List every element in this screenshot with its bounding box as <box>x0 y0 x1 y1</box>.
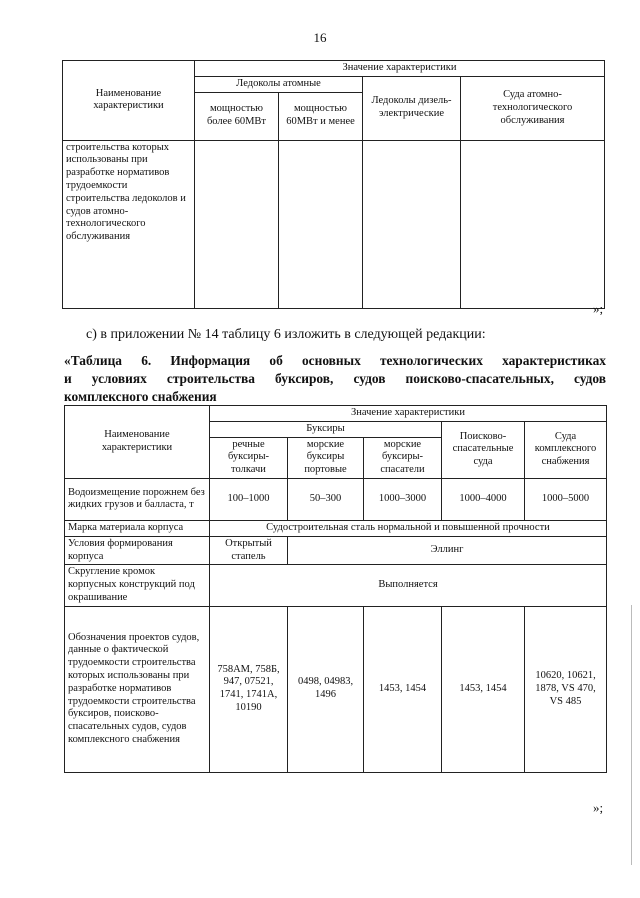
table-6 <box>64 405 607 773</box>
header-value: Значение характеристики <box>210 406 607 422</box>
cell-value: 1453, 1454 <box>364 606 442 772</box>
header-name: Наименование характеристики <box>63 61 195 141</box>
header-tugs: Буксиры <box>210 421 442 437</box>
closing-quote-1: »; <box>593 301 604 316</box>
header-icebreakers-atomic: Ледоколы атомные <box>195 76 363 92</box>
cell-merged: Эллинг <box>288 536 607 565</box>
cell-value: 10620, 10621, 1878, VS 470, VS 485 <box>525 606 607 772</box>
header-icebreakers-diesel: Ледоколы дизель-электрические <box>363 76 461 140</box>
cell-value: 1453, 1454 <box>442 606 525 772</box>
row-name: Условия формирования корпуса <box>65 536 210 565</box>
row-name-projects: строительства которых использованы при разработке нормативов трудоемкости строительства ледоколов и судов атомно-технологического обслуживания <box>63 140 195 308</box>
table-row <box>65 478 607 520</box>
table-icebreakers-continuation <box>62 60 605 309</box>
header-name: Наименование характеристики <box>65 406 210 479</box>
table6-title-line-3: комплексного снабжения <box>64 388 217 404</box>
header-value: Значение характеристики <box>195 61 605 77</box>
table-row <box>65 565 607 606</box>
header-power-60-less: мощностью 60МВт и менее <box>279 92 363 140</box>
scan-edge-line <box>631 605 632 865</box>
cell-value: 758АМ, 758Б, 947, 07521, 1741, 1741А, 10190 <box>210 606 288 772</box>
table6-title-line-2: и условиях строительства буксиров, судов поисково-спасательных, судов <box>64 370 606 386</box>
cell-empty <box>195 140 279 308</box>
header-search-rescue: Поисково-спасательные суда <box>442 421 525 478</box>
row-name: Обозначения проектов судов, данные о фактической трудоемкости строительства которых использованы при разработке нормативов трудоемкости строительства буксиров, поисково-спасательных судов, судов комплексного снабжения <box>65 606 210 772</box>
cell-empty <box>461 140 605 308</box>
cell-merged: Судостроительная сталь нормальной и повышенной прочности <box>210 520 607 536</box>
cell-empty <box>363 140 461 308</box>
header-power-over-60: мощностью более 60МВт <box>195 92 279 140</box>
cell-value: 50–300 <box>288 478 364 520</box>
cell-value: 0498, 04983, 1496 <box>288 606 364 772</box>
table-row <box>65 536 607 565</box>
cell-value: 100–1000 <box>210 478 288 520</box>
cell-empty <box>279 140 363 308</box>
header-sea-rescue-tugs: морские буксиры-спасатели <box>364 437 442 478</box>
page-number: 16 <box>313 30 327 45</box>
row-name: Марка материала корпуса <box>65 520 210 536</box>
cell-value: 1000–4000 <box>442 478 525 520</box>
header-supply: Суда комплексного снабжения <box>525 421 607 478</box>
cell-value: Открытый стапель <box>210 536 288 565</box>
cell-merged: Выполняется <box>210 565 607 606</box>
cell-value: 1000–3000 <box>364 478 442 520</box>
row-name: Скругление кромок корпусных конструкций под окрашивание <box>65 565 210 606</box>
header-sea-port-tugs: морские буксиры портовые <box>288 437 364 478</box>
header-river-tugs: речные буксиры-толкачи <box>210 437 288 478</box>
table-row <box>65 520 607 536</box>
table6-title-line-1: «Таблица 6. Информация об основных технологических характеристиках <box>64 353 606 368</box>
paragraph-c: с) в приложении № 14 таблицу 6 изложить в следующей редакции: <box>86 327 486 342</box>
table6-title <box>64 352 606 405</box>
cell-value: 1000–5000 <box>525 478 607 520</box>
row-name: Водоизмещение порожнем без жидких грузов и балласта, т <box>65 478 210 520</box>
header-service-vessels: Суда атомно-технологического обслуживания <box>461 76 605 140</box>
closing-quote-2: »; <box>593 800 604 815</box>
table-row <box>65 606 607 772</box>
